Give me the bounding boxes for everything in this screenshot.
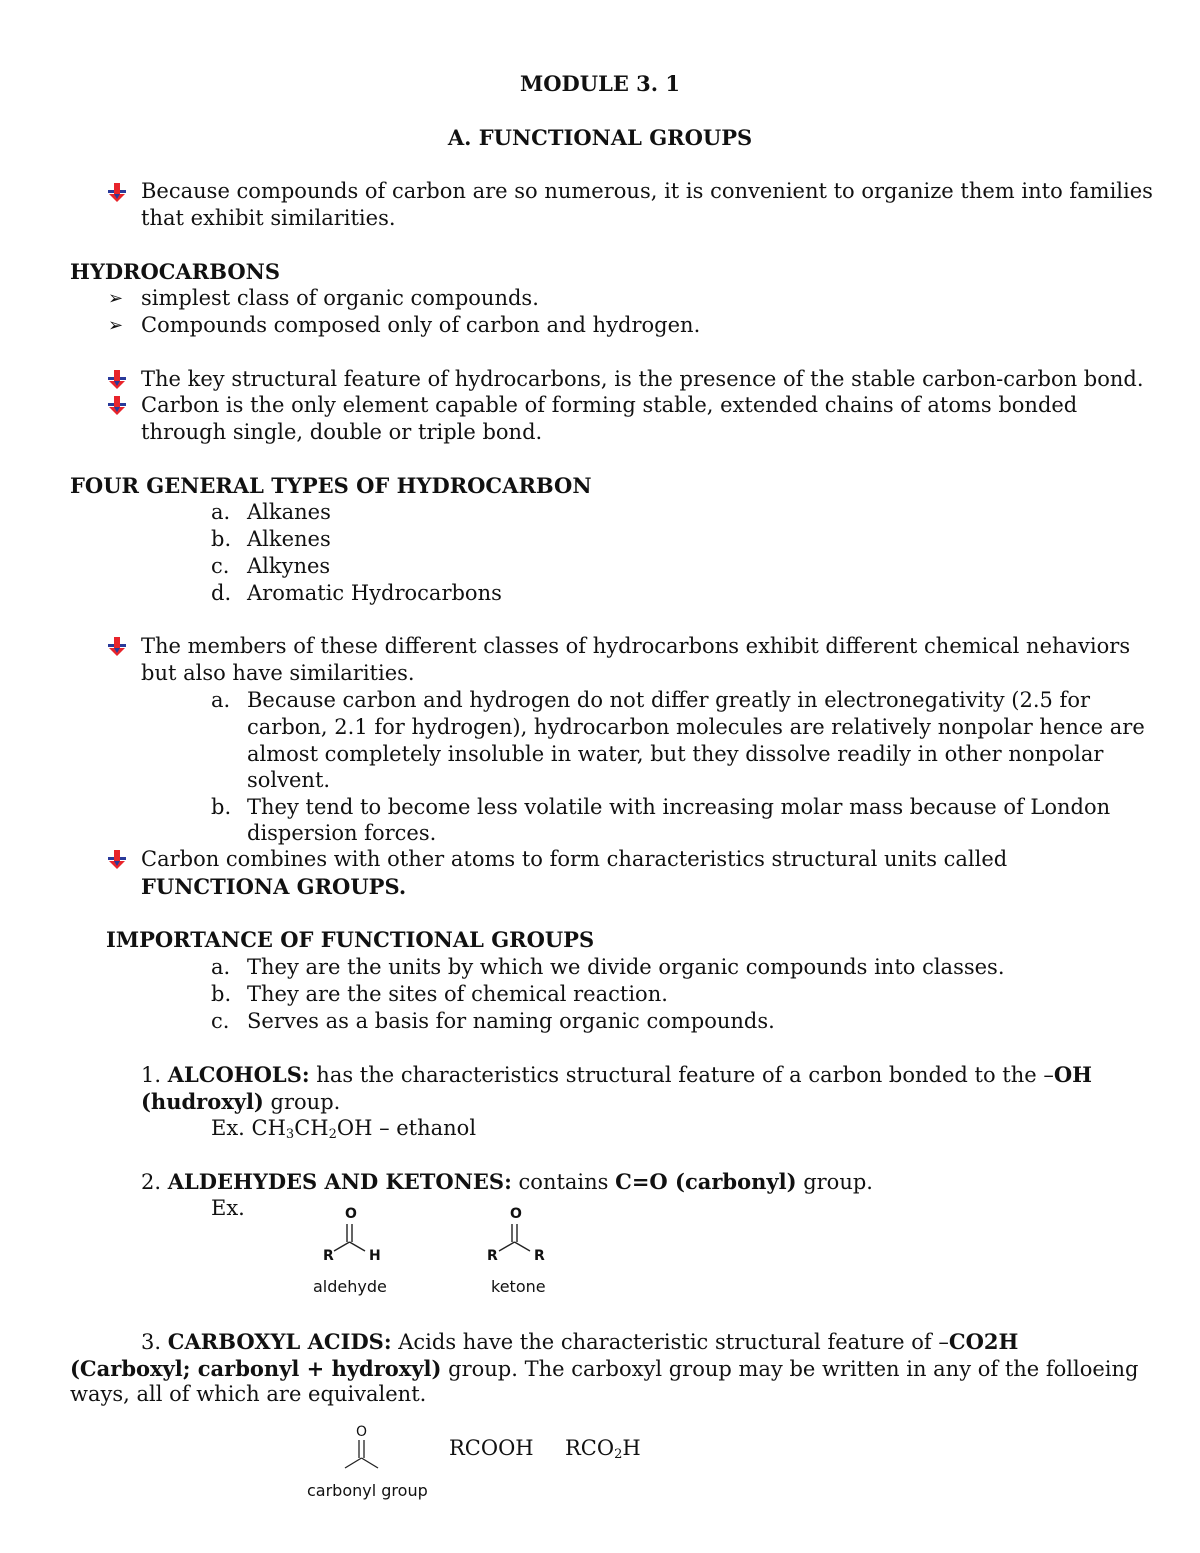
alcohols-paragraph-line-2: (hudroxyl) group. <box>141 1089 341 1114</box>
hydrocarbons-heading: HYDROCARBONS <box>70 259 281 284</box>
alcohols-example: Ex. $CH_3CH_2OH$ – ethanol <box>211 1116 477 1142</box>
carboxyl-formula-rcooh: RCOOH <box>449 1436 534 1460</box>
ketone-oxygen-atom: O <box>510 1206 522 1222</box>
intro-line-2: that exhibit similarities. <box>141 206 396 230</box>
members-a-line-4: solvent. <box>247 768 331 792</box>
list-marker: c. <box>211 554 230 578</box>
list-marker: a. <box>211 688 231 712</box>
aldehydes-example-label: Ex. <box>211 1196 245 1220</box>
type-item: Alkynes <box>247 554 331 578</box>
members-line-1: The members of these different classes of hydrocarbons exhibit different chemical nehaviors <box>141 634 1131 658</box>
down-arrow-bullet-icon <box>106 848 128 870</box>
intro-line-1: Because compounds of carbon are so numerous, it is convenient to organize them into families <box>141 179 1153 203</box>
down-arrow-bullet-icon <box>106 635 128 657</box>
carboxyl-paragraph-line-1: 3. CARBOXYL ACIDS: Acids have the characteristic structural feature of –CO2H <box>141 1329 1019 1354</box>
importance-item: They are the sites of chemical reaction. <box>247 982 668 1006</box>
type-item: Alkanes <box>247 500 331 524</box>
list-marker: b. <box>211 795 232 819</box>
list-marker: b. <box>211 527 232 551</box>
combine-line-1: Carbon combines with other atoms to form characteristics structural units called <box>141 847 1008 871</box>
members-b-line-2: dispersion forces. <box>247 821 437 845</box>
type-item: Alkenes <box>247 527 331 551</box>
list-marker: c. <box>211 1009 230 1033</box>
list-marker: b. <box>211 982 232 1006</box>
carboxyl-formula-rco2h: $RCO_2H$ <box>565 1436 641 1462</box>
importance-heading: IMPORTANCE OF FUNCTIONAL GROUPS <box>106 927 595 952</box>
hydrocarbon-feature-2-line-1: Carbon is the only element capable of forming stable, extended chains of atoms bonded <box>141 393 1078 417</box>
chevron-bullet-icon: ➢ <box>108 288 124 309</box>
section-title: A. FUNCTIONAL GROUPS <box>447 125 753 150</box>
chevron-bullet-icon: ➢ <box>108 315 124 336</box>
hydrocarbon-point-2: Compounds composed only of carbon and hydrogen. <box>141 313 701 337</box>
down-arrow-bullet-icon <box>106 181 128 203</box>
members-a-line-3: almost completely insoluble in water, but they dissolve readily in other nonpolar <box>247 742 1104 766</box>
list-marker: a. <box>211 955 231 979</box>
list-marker: d. <box>211 581 232 605</box>
carbonyl-group-label: carbonyl group <box>307 1481 428 1500</box>
ketone-label: ketone <box>491 1277 546 1296</box>
down-arrow-bullet-icon <box>106 368 128 390</box>
hydrocarbon-feature-1: The key structural feature of hydrocarbons, is the presence of the stable carbon-carbon bond. <box>141 367 1144 391</box>
members-a-line-2: carbon, 2.1 for hydrogen), hydrocarbon molecules are relatively nonpolar hence are <box>247 715 1145 739</box>
members-line-2: but also have similarities. <box>141 661 415 685</box>
ketone-r-atom: R <box>487 1248 498 1264</box>
members-a-line-1: Because carbon and hydrogen do not differ greatly in electronegativity (2.5 for <box>247 688 1091 712</box>
carbonyl-oxygen-atom: O <box>356 1424 368 1440</box>
page-title: MODULE 3. 1 <box>520 71 680 96</box>
members-b-line-1: They tend to become less volatile with increasing molar mass because of London <box>247 795 1111 819</box>
aldehyde-h-atom: H <box>369 1248 381 1264</box>
aldehyde-r-atom: R <box>323 1248 334 1264</box>
types-heading: FOUR GENERAL TYPES OF HYDROCARBON <box>70 473 592 498</box>
aldehydes-paragraph: 2. ALDEHYDES AND KETONES: contains C=O (carbonyl) group. <box>141 1169 873 1194</box>
carboxyl-paragraph-line-3: ways, all of which are equivalent. <box>70 1382 427 1406</box>
ketone-r-atom: R <box>534 1248 545 1264</box>
importance-item: They are the units by which we divide organic compounds into classes. <box>247 955 1005 979</box>
hydrocarbon-point-1: simplest class of organic compounds. <box>141 286 539 310</box>
hydrocarbon-feature-2-line-2: through single, double or triple bond. <box>141 420 543 444</box>
carboxyl-paragraph-line-2: (Carboxyl; carbonyl + hydroxyl) group. The carboxyl group may be written in any of the folloeing <box>70 1356 1139 1381</box>
aldehyde-oxygen-atom: O <box>345 1206 357 1222</box>
combine-line-2: FUNCTIONA GROUPS. <box>141 874 407 899</box>
alcohols-paragraph-line-1: 1. ALCOHOLS: has the characteristics structural feature of a carbon bonded to the –OH <box>141 1062 1092 1087</box>
down-arrow-bullet-icon <box>106 394 128 416</box>
list-marker: a. <box>211 500 231 524</box>
carbonyl-group-diagram <box>333 1437 393 1473</box>
type-item: Aromatic Hydrocarbons <box>247 581 502 605</box>
aldehyde-label: aldehyde <box>313 1277 387 1296</box>
importance-item: Serves as a basis for naming organic compounds. <box>247 1009 775 1033</box>
